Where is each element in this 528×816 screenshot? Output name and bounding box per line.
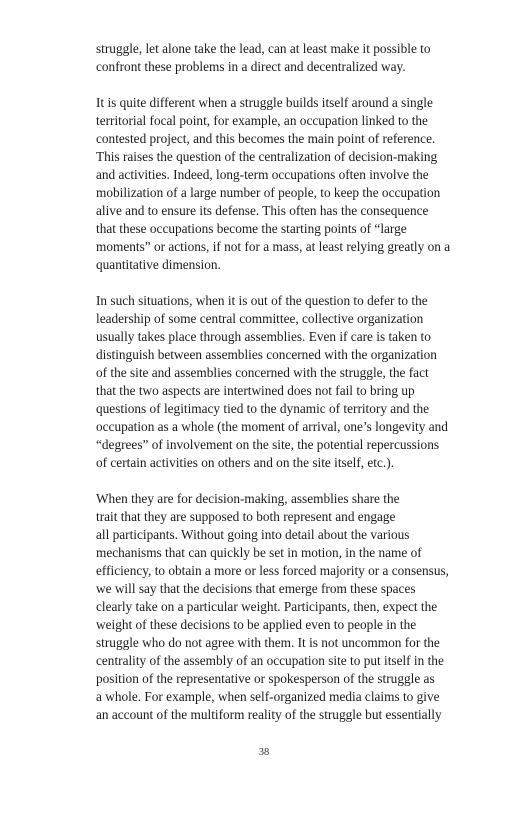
text-line: “degrees” of involvement on the site, the potential repercussions [96, 437, 440, 452]
text-line: clearly take on a particular weight. Participants, then, expect the [96, 599, 438, 614]
text-line: mechanisms that can quickly be set in motion, in the name of [96, 545, 422, 560]
text-line: we will say that the decisions that emerge from these spaces [96, 581, 416, 596]
text-line: In such situations, when it is out of the question to defer to the [96, 293, 428, 308]
text-line: efficiency, to obtain a more or less forced majority or a consensus, [96, 563, 449, 578]
text-line: distinguish between assemblies concerned with the organization [96, 347, 437, 362]
text-line: quantitative dimension. [96, 257, 221, 272]
text-line: trait that they are supposed to both represent and engage [96, 509, 396, 524]
text-line: contested project, and this becomes the main point of reference. [96, 131, 436, 146]
text-line: moments” or actions, if not for a mass, at least relying greatly on a [96, 239, 451, 254]
text-line: leadership of some central committee, collective organization [96, 311, 424, 326]
text-line: weight of these decisions to be applied even to people in the [96, 617, 417, 632]
text-line: that the two aspects are intertwined does not fail to bring up [96, 383, 415, 398]
text-line: of the site and assemblies concerned with the struggle, the fact [96, 365, 429, 380]
text-line: position of the representative or spokesperson of the struggle as [96, 671, 435, 686]
text-line: a whole. For example, when self-organized media claims to give [96, 689, 440, 704]
text-line: It is quite different when a struggle builds itself around a single [96, 95, 433, 110]
text-line: that these occupations become the starting points of “large [96, 221, 407, 236]
text-line: When they are for decision-making, assemblies share the [96, 491, 400, 506]
text-line: of certain activities on others and on the site itself, etc.). [96, 455, 394, 470]
body-text [96, 40, 482, 742]
text-line: territorial focal point, for example, an occupation linked to the [96, 113, 428, 128]
text-line: struggle who do not agree with them. It is not uncommon for the [96, 635, 440, 650]
paragraph-2 [96, 94, 482, 274]
text-line: usually takes place through assemblies. Even if care is taken to [96, 329, 431, 344]
text-line: and activities. Indeed, long-term occupations often involve the [96, 167, 429, 182]
text-line: This raises the question of the centralization of decision-making [96, 149, 438, 164]
text-line: confront these problems in a direct and decentralized way. [96, 59, 406, 74]
text-line: occupation as a whole (the moment of arrival, one’s longevity and [96, 419, 448, 434]
paragraph-3 [96, 292, 482, 472]
text-line: centrality of the assembly of an occupation site to put itself in the [96, 653, 444, 668]
paragraph-1 [96, 40, 482, 76]
text-line: alive and to ensure its defense. This often has the consequence [96, 203, 429, 218]
text-line: an account of the multiform reality of the struggle but essentially [96, 707, 442, 722]
text-line: questions of legitimacy tied to the dynamic of territory and the [96, 401, 430, 416]
text-line: mobilization of a large number of people, to keep the occupation [96, 185, 441, 200]
text-line: all participants. Without going into detail about the various [96, 527, 410, 542]
text-line: struggle, let alone take the lead, can at least make it possible to [96, 41, 431, 56]
page-number: 38 [258, 747, 270, 758]
paragraph-4 [96, 490, 482, 724]
